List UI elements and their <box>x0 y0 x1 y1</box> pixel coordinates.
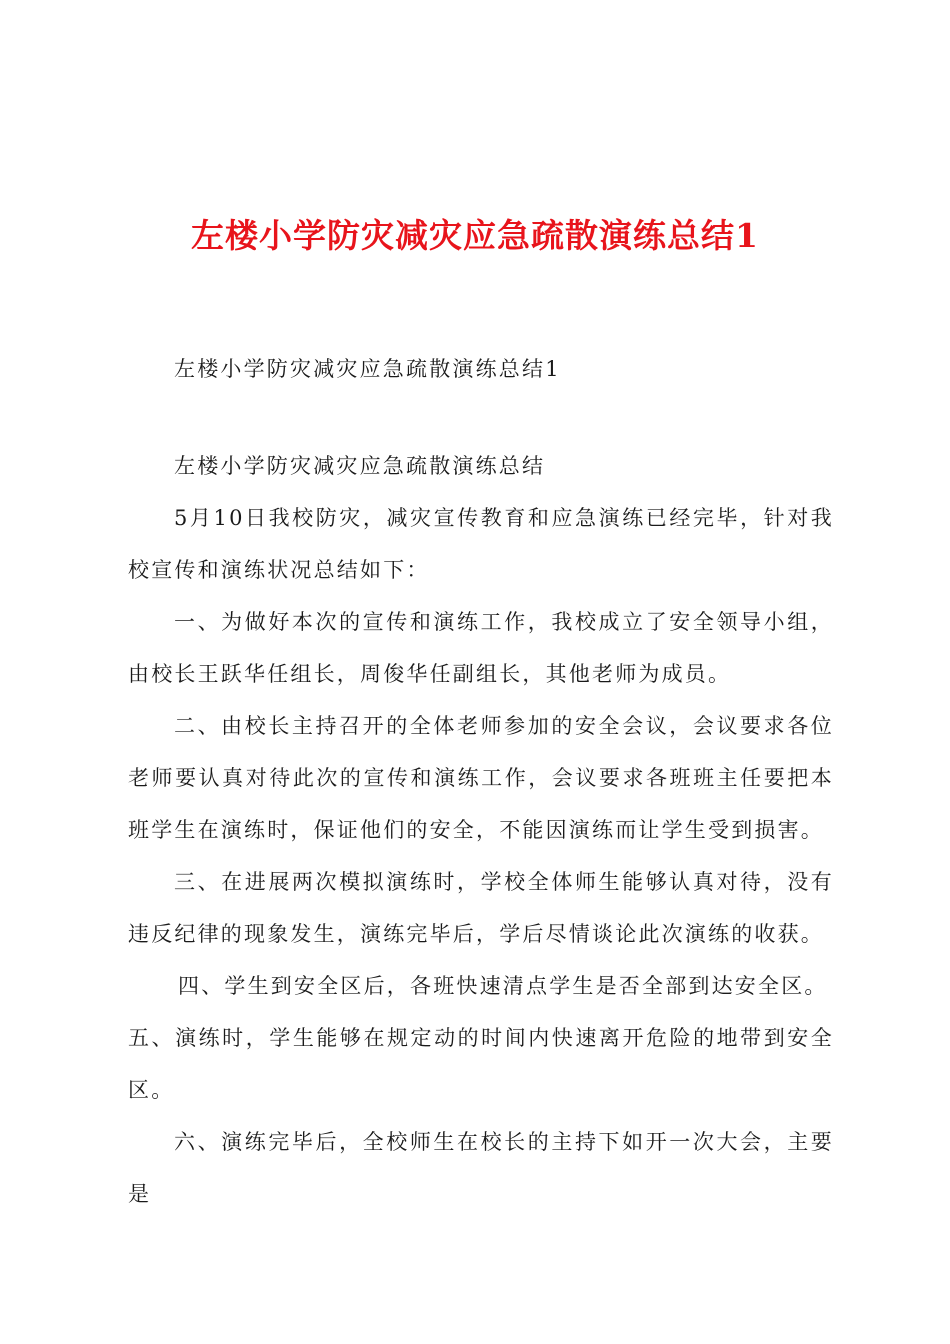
paragraph-item-4: 四、学生到安全区后，各班快速清点学生是否全部到达安全区。 <box>178 974 828 998</box>
document-subtitle-2: 左楼小学防灾减灾应急疏散演练总结 <box>174 454 546 478</box>
paragraph-item-2: 二、由校长主持召开的全体老师参加的安全会议，会议要求各位老师要认真对待此次的宣传和演练工作，会议要求各班班主任要把本班学生在演练时，保证他们的安全，不能因演练而让学生受到损害。 <box>128 714 834 842</box>
paragraph-item-6: 六、演练完毕后，全校师生在校长的主持下如开一次大会，主要是 <box>128 1130 834 1206</box>
paragraph-item-3: 三、在进展两次模拟演练时，学校全体师生能够认真对待，没有违反纪律的现象发生，演练完毕后，学后尽情谈论此次演练的收获。 <box>128 870 834 946</box>
document-subtitle-1: 左楼小学防灾减灾应急疏散演练总结1 <box>174 357 561 381</box>
paragraph-item-5: 五、演练时，学生能够在规定动的时间内快速离开危险的地带到安全区。 <box>128 1026 834 1102</box>
paragraph-intro: 5月10日我校防灾，减灾宣传教育和应急演练已经完毕，针对我校宣传和演练状况总结如下： <box>128 506 834 582</box>
document-title: 左楼小学防灾减灾应急疏散演练总结1 <box>191 216 759 255</box>
paragraph-item-1: 一、为做好本次的宣传和演练工作，我校成立了安全领导小组，由校长王跃华任组长，周俊华任副组长，其他老师为成员。 <box>128 610 834 686</box>
document-body <box>128 492 834 1220</box>
